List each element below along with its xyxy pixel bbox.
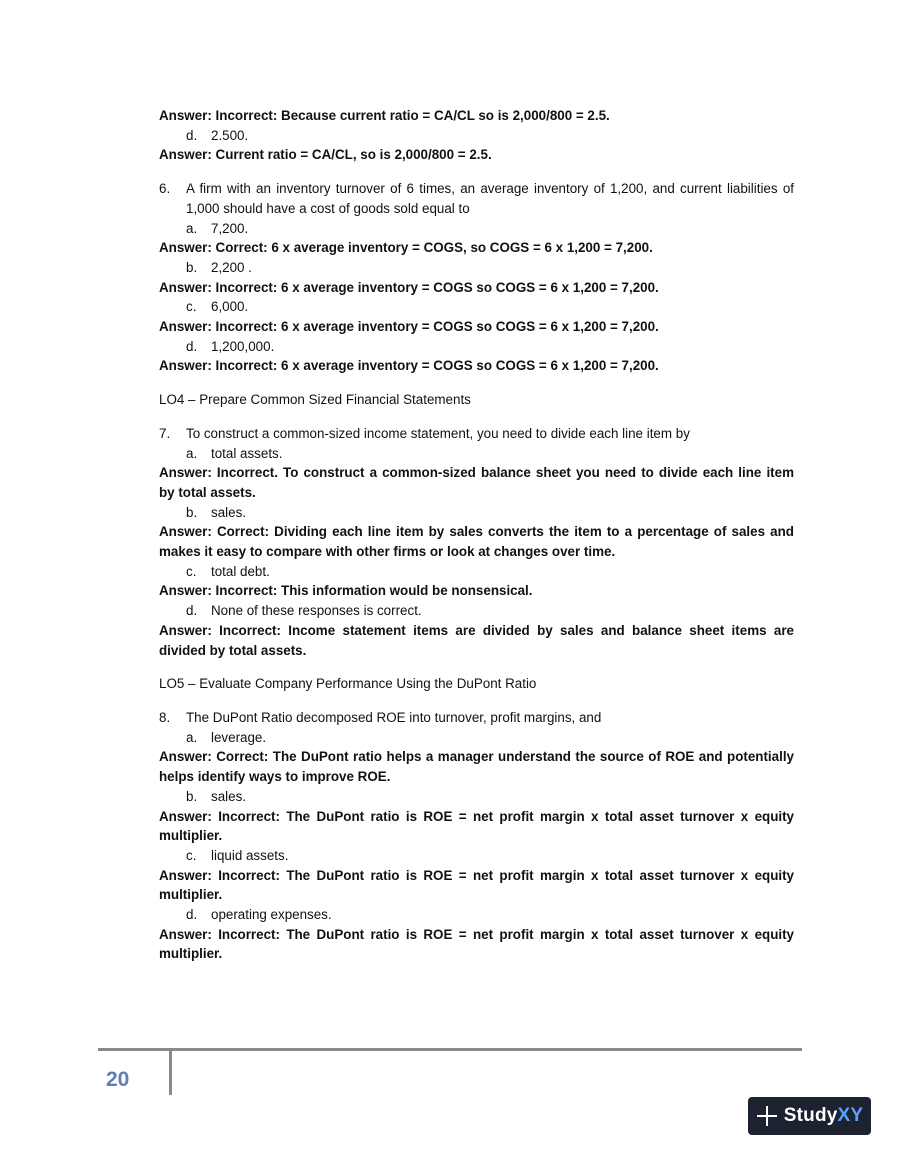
studyxy-logo	[748, 1097, 871, 1135]
answer-line: Answer: Incorrect: This information would be nonsensical.	[159, 583, 533, 599]
option-text: operating expenses.	[211, 907, 332, 923]
option-text: 2.500.	[211, 127, 249, 143]
option-line	[159, 503, 794, 523]
question-text: A firm with an inventory turnover of 6 times, an average inventory of 1,200, and current liabilities of 1,000 should have a cost of goods sold equal to	[186, 181, 794, 216]
question-text: The DuPont Ratio decomposed ROE into turnover, profit margins, and	[186, 709, 602, 725]
question-6	[159, 179, 794, 376]
option-label: d.	[186, 603, 198, 619]
option-label: c.	[186, 847, 197, 863]
answer-line: Answer: Incorrect: Because current ratio = CA/CL so is 2,000/800 = 2.5.	[159, 108, 610, 123]
option-line	[159, 126, 794, 146]
option-text: 6,000.	[211, 299, 249, 315]
option-text: total debt.	[211, 563, 270, 579]
option-label: d.	[186, 338, 198, 354]
option-label: c.	[186, 563, 197, 579]
plus-icon	[756, 1105, 778, 1127]
option-text: sales.	[211, 504, 246, 520]
option-text: liquid assets.	[211, 847, 289, 863]
option-line	[159, 258, 794, 278]
option-text: total assets.	[211, 445, 283, 461]
footer-divider	[98, 1048, 802, 1051]
option-line	[159, 297, 794, 317]
answer-line: Answer: Current ratio = CA/CL, so is 2,000/800 = 2.5.	[159, 147, 492, 163]
option-text: leverage.	[211, 729, 267, 745]
option-label: d.	[186, 127, 198, 143]
answer-line: Answer: Incorrect: The DuPont ratio is ROE = net profit margin x total asset turnover x equity multiplier.	[159, 867, 794, 903]
option-line	[159, 219, 794, 239]
option-line	[159, 787, 794, 807]
answer-line: Answer: Correct: Dividing each line item by sales converts the item to a percentage of sales and makes it easy to compare with other firms or look at changes over time.	[159, 524, 794, 560]
option-text: sales.	[211, 788, 246, 804]
question-text: To construct a common-sized income statement, you need to divide each line item by	[186, 425, 690, 441]
question-8	[159, 708, 794, 964]
option-text: None of these responses is correct.	[211, 603, 422, 619]
answer-line: Answer: Incorrect: 6 x average inventory = COGS so COGS = 6 x 1,200 = 7,200.	[159, 279, 659, 295]
block-top	[159, 106, 794, 165]
option-line	[159, 337, 794, 357]
answer-line: Answer: Incorrect: 6 x average inventory = COGS so COGS = 6 x 1,200 = 7,200.	[159, 358, 659, 374]
answer-line: Answer: Incorrect. To construct a common-sized balance sheet you need to divide each line item by total assets.	[159, 465, 794, 500]
answer-line: Answer: Incorrect: The DuPont ratio is ROE = net profit margin x total asset turnover x equity multiplier.	[159, 808, 794, 844]
option-label: b.	[186, 504, 198, 520]
option-text: 7,200.	[211, 220, 249, 236]
footer-vertical-divider	[169, 1051, 172, 1095]
option-label: a.	[186, 729, 198, 745]
question-number: 7.	[159, 425, 171, 441]
answer-line: Answer: Correct: The DuPont ratio helps a manager understand the source of ROE and potentially helps identify ways to improve ROE.	[159, 749, 794, 785]
option-label: b.	[186, 788, 198, 804]
option-line	[159, 728, 794, 748]
question-7	[159, 424, 794, 660]
page-number: 20	[106, 1068, 130, 1091]
option-label: b.	[186, 259, 198, 275]
option-text: 2,200 .	[211, 259, 252, 275]
option-label: d.	[186, 907, 198, 923]
answer-line: Answer: Incorrect: 6 x average inventory = COGS so COGS = 6 x 1,200 = 7,200.	[159, 319, 659, 335]
option-line	[159, 562, 794, 582]
question-stem	[159, 708, 794, 728]
option-text: 1,200,000.	[211, 338, 275, 354]
question-number: 6.	[159, 181, 171, 197]
question-stem	[159, 424, 794, 444]
option-label: a.	[186, 220, 198, 236]
option-line	[159, 905, 794, 925]
option-line	[159, 601, 794, 621]
question-number: 8.	[159, 709, 171, 725]
brand-name-study: Study	[783, 1105, 838, 1126]
option-label: a.	[186, 445, 198, 461]
answer-line: Answer: Incorrect: The DuPont ratio is ROE = net profit margin x total asset turnover x equity multiplier.	[159, 926, 794, 962]
answer-line: Answer: Correct: 6 x average inventory = COGS, so COGS = 6 x 1,200 = 7,200.	[159, 240, 653, 256]
section-heading-lo4: LO4 – Prepare Common Sized Financial Statements	[159, 392, 471, 408]
option-label: c.	[186, 299, 197, 315]
option-line	[159, 846, 794, 866]
section-heading-lo5: LO5 – Evaluate Company Performance Using the DuPont Ratio	[159, 676, 537, 692]
document-body	[159, 106, 794, 964]
brand-name	[784, 1105, 864, 1127]
answer-line: Answer: Incorrect: Income statement items are divided by sales and balance sheet items are divided by total assets.	[159, 622, 794, 658]
question-stem	[159, 179, 794, 218]
option-line	[159, 444, 794, 464]
brand-name-xy: XY	[837, 1105, 864, 1126]
